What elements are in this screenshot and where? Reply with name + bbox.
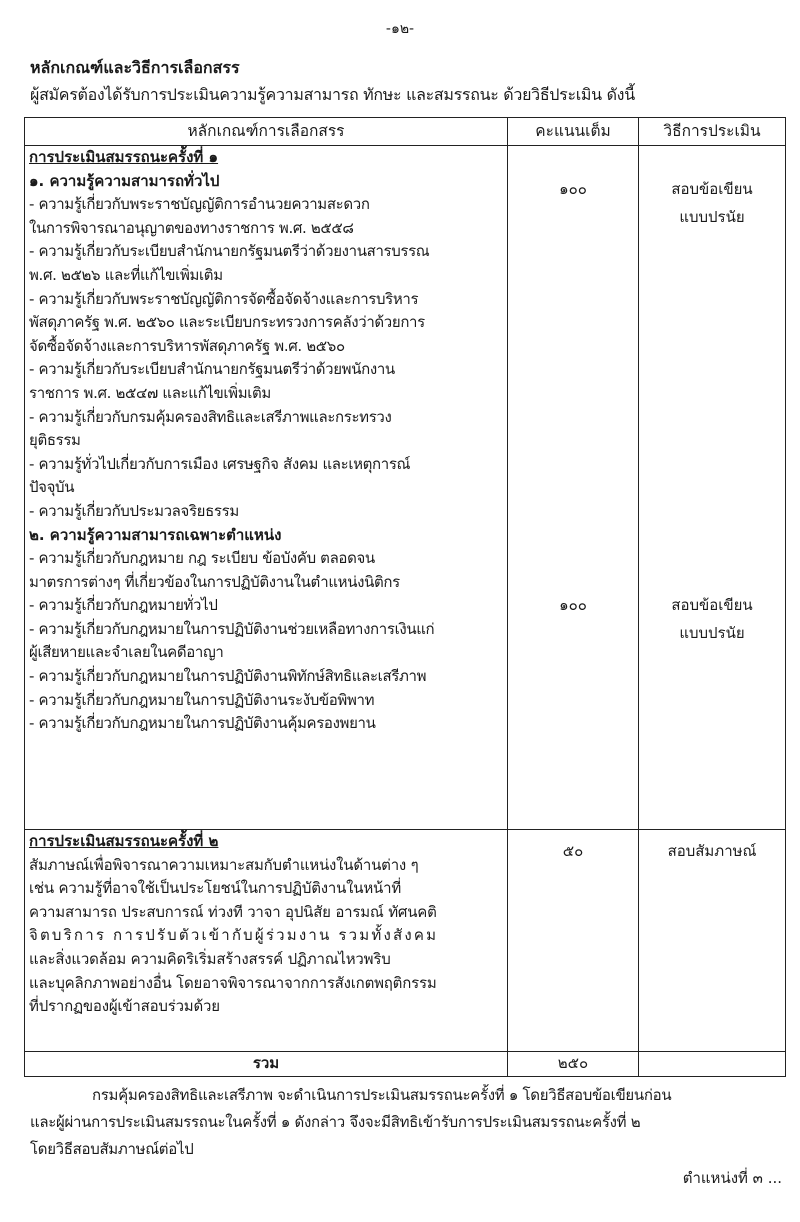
section1-criteria (25, 146, 508, 830)
total-score: ๒๕๐ (508, 1052, 639, 1077)
section-heading: หลักเกณฑ์และวิธีการเลือกสรร (30, 58, 240, 77)
total-label: รวม (25, 1052, 508, 1077)
list-item: พ.ศ. ๒๕๒๖ และที่แก้ไขเพิ่มเติม (29, 265, 223, 284)
list-item: - ความรู้เกี่ยวกับกรมคุ้มครองสิทธิและเสรีภาพและกระทรวง (29, 407, 392, 426)
part1-title: ๑. ความรู้ความสามารถทั่วไป (29, 171, 220, 190)
list-item: ยุติธรรม (29, 431, 81, 450)
list-item: - ความรู้เกี่ยวกับพระราชบัญญัติการจัดซื้อจัดจ้างและการบริหาร (29, 289, 419, 308)
part1-method-line2: แบบปรนัย (679, 207, 745, 226)
list-item: สัมภาษณ์เพื่อพิจารณาความเหมาะสมกับตำแหน่งในด้านต่าง ๆ (29, 855, 419, 874)
table-header-row (25, 118, 786, 146)
continuation-note: ตำแหน่งที่ ๓ ... (682, 1169, 782, 1187)
section-subheading: ผู้สมัครต้องได้รับการประเมินความรู้ความสามารถ ทักษะ และสมรรถนะ ด้วยวิธีประเมิน ดังนี้ (30, 85, 635, 104)
part1-method-line1: สอบข้อเขียน (671, 180, 753, 198)
section2-method-value: สอบสัมภาษณ์ (667, 842, 757, 860)
total-method (639, 1052, 786, 1077)
section1-scores (508, 146, 639, 830)
list-item: - ความรู้เกี่ยวกับประมวลจริยธรรม (29, 501, 239, 520)
list-item: ที่ปรากฏของผู้เข้าสอบร่วมด้วย (29, 997, 220, 1016)
part2-title: ๒. ความรู้ความสามารถเฉพาะตำแหน่ง (29, 525, 282, 544)
part2-method-line2: แบบปรนัย (679, 623, 745, 642)
list-item: ปัจจุบัน (29, 478, 75, 497)
list-item: - ความรู้เกี่ยวกับระเบียบสำนักนายกรัฐมนตรีว่าด้วยงานสารบรรณ (29, 242, 430, 261)
footer-line: และผู้ผ่านการประเมินสมรรถนะในครั้งที่ ๑ ดังกล่าว จึงจะมีสิทธิเข้ารับการประเมินสมรรถนะครั้งที่ ๒ (30, 1113, 641, 1131)
list-item: มาตรการต่างๆ ที่เกี่ยวข้องในการปฏิบัติงานในตำแหน่งนิติกร (29, 572, 400, 591)
footer-line: โดยวิธีสอบสัมภาษณ์ต่อไป (30, 1140, 194, 1158)
section2-method (639, 830, 786, 1052)
part2-score: ๑๐๐ (559, 596, 587, 614)
list-item: เช่น ความรู้ที่อาจใช้เป็นประโยชน์ในการปฏิบัติงานในหน้าที่ (29, 879, 402, 898)
part2-method (639, 594, 785, 645)
list-item: จัดซื้อจัดจ้างและการบริหารพัสดุภาครัฐ พ.ศ. ๒๕๖๐ (29, 336, 345, 355)
section2-title: การประเมินสมรรถนะครั้งที่ ๒ (29, 832, 219, 850)
list-item: จิตบริการ การปรับตัวเข้ากับผู้ร่วมงาน รวมทั้งสังคม (29, 926, 439, 945)
list-item: - ความรู้เกี่ยวกับพระราชบัญญัติการอำนวยความสะดวก (29, 195, 370, 214)
part1-method (639, 178, 785, 229)
criteria-table (24, 117, 786, 1077)
list-item: - ความรู้เกี่ยวกับกฎหมายในการปฏิบัติงานช่วยเหลือทางการเงินแก่ (29, 619, 435, 638)
table-row-section2 (25, 830, 786, 1052)
section2-score (508, 830, 639, 1052)
part2-method-line1: สอบข้อเขียน (671, 596, 753, 614)
footer-paragraph (30, 1082, 790, 1163)
list-item: ราชการ พ.ศ. ๒๕๔๗ และแก้ไขเพิ่มเติม (29, 383, 271, 402)
page-number: -๑๒- (385, 21, 415, 37)
footer-line: กรมคุ้มครองสิทธิและเสรีภาพ จะดำเนินการประเมินสมรรถนะครั้งที่ ๑ โดยวิธีสอบข้อเขียนก่อน (92, 1086, 672, 1104)
section2-criteria (25, 830, 508, 1052)
list-item: - ความรู้เกี่ยวกับกฎหมายทั่วไป (29, 596, 218, 615)
list-item: - ความรู้เกี่ยวกับกฎหมายในการปฏิบัติงานคุ้มครองพยาน (29, 714, 376, 733)
list-item: พัสดุภาครัฐ พ.ศ. ๒๕๖๐ และระเบียบกระทรวงการคลังว่าด้วยการ (29, 313, 425, 332)
header-full-score: คะแนนเต็ม (508, 118, 639, 146)
list-item: และสิ่งแวดล้อม ความคิดริเริ่มสร้างสรรค์ ปฏิภาณไหวพริบ (29, 949, 391, 968)
list-item: ผู้เสียหายและจำเลยในคดีอาญา (29, 643, 224, 662)
list-item: - ความรู้ทั่วไปเกี่ยวกับการเมือง เศรษฐกิจ สังคม และเหตุการณ์ (29, 454, 411, 473)
list-item: ความสามารถ ประสบการณ์ ท่วงที วาจา อุปนิสัย อารมณ์ ทัศนคติ (29, 902, 437, 921)
list-item: - ความรู้เกี่ยวกับกฎหมาย กฎ ระเบียบ ข้อบังคับ ตลอดจน (29, 549, 375, 568)
section1-methods (639, 146, 786, 830)
table-row-total (25, 1052, 786, 1077)
section1-title: การประเมินสมรรถนะครั้งที่ ๑ (29, 148, 219, 166)
list-item: - ความรู้เกี่ยวกับกฎหมายในการปฏิบัติงานพิทักษ์สิทธิและเสรีภาพ (29, 667, 427, 686)
section2-score-value: ๕๐ (562, 842, 584, 860)
list-item: - ความรู้เกี่ยวกับกฎหมายในการปฏิบัติงานระงับข้อพิพาท (29, 690, 375, 709)
list-item: และบุคลิกภาพอย่างอื่น โดยอาจพิจารณาจากการสังเกตพฤติกรรม (29, 973, 437, 992)
list-item: ในการพิจารณาอนุญาตของทางราชการ พ.ศ. ๒๕๕๘ (29, 218, 354, 237)
list-item: - ความรู้เกี่ยวกับระเบียบสำนักนายกรัฐมนตรีว่าด้วยพนักงาน (29, 360, 395, 379)
part1-score: ๑๐๐ (559, 180, 587, 198)
header-criteria: หลักเกณฑ์การเลือกสรร (25, 118, 508, 146)
table-row-section1 (25, 146, 786, 830)
header-method: วิธีการประเมิน (639, 118, 786, 146)
